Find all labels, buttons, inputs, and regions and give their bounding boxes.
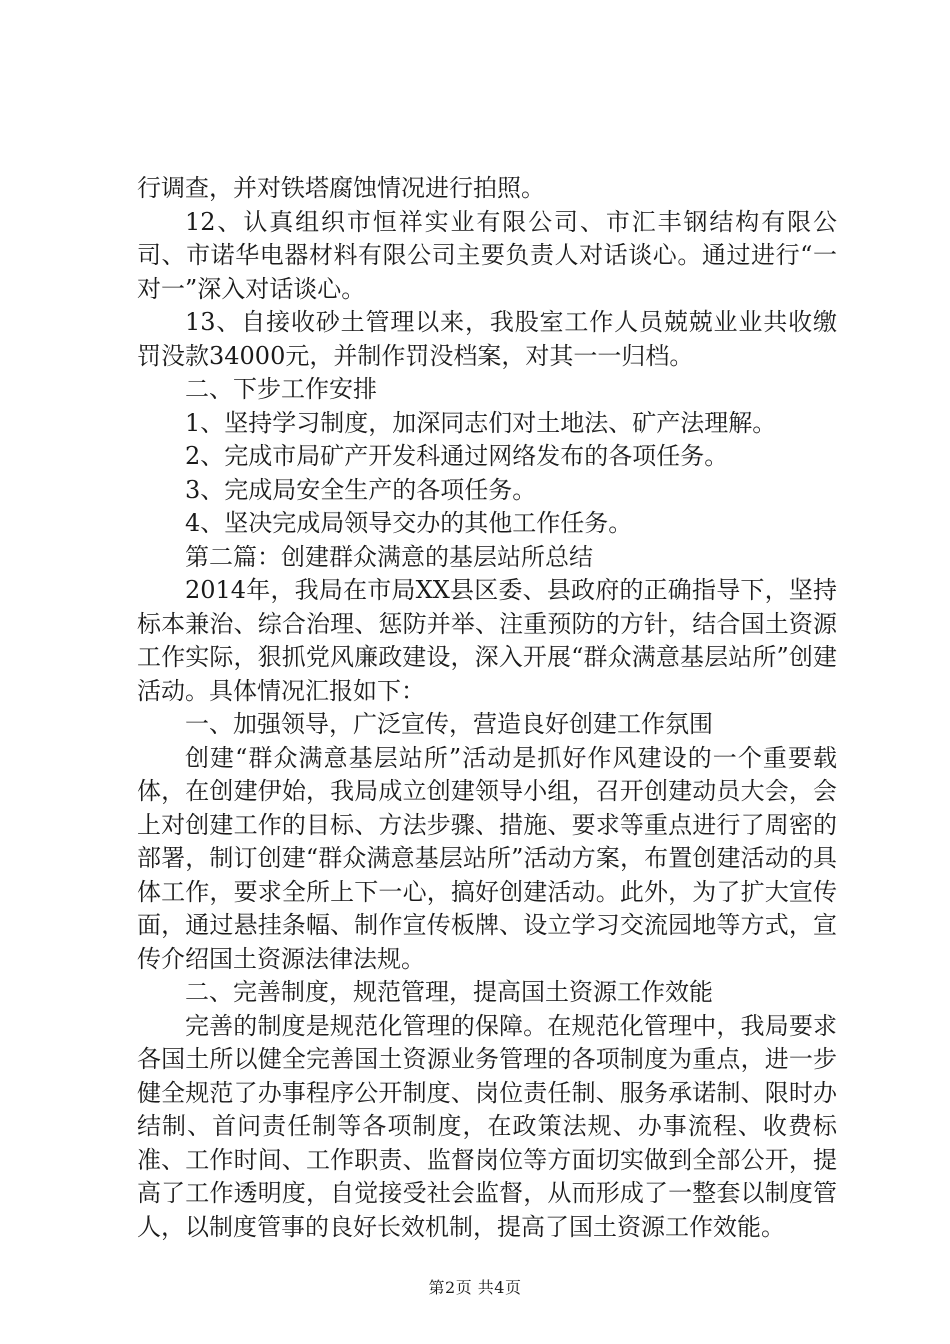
paragraph: 12、认真组织市恒祥实业有限公司、市汇丰钢结构有限公司、市诺华电器材料有限公司主要负责人对话谈心。通过进行“一对一”深入对话谈心。 [137, 207, 837, 303]
section-heading: 二、完善制度，规范管理，提高国土资源工作效能 [185, 978, 713, 1006]
list-item: 1、坚持学习制度，加深同志们对土地法、矿产法理解。 [185, 408, 777, 437]
list-item: 3、完成局安全生产的各项任务。 [185, 475, 537, 504]
section-heading: 一、加强领导，广泛宣传，营造良好创建工作氛围 [185, 710, 713, 738]
paragraph: 完善的制度是规范化管理的保障。在规范化管理中，我局要求各国土所以健全完善国土资源业务管理的各项制度为重点，进一步健全规范了办事程序公开制度、岗位责任制、服务承诺制、限时办结制、首问责任制等各项制度，在政策法规、办事流程、收费标准、工作时间、工作职责、监督岗位等方面切实做到全部公开，提高了工作透明度，自觉接受社会监督，从而形成了一整套以制度管人，以制度管事的良好长效机制，提高了国土资源工作效能。 [137, 1011, 837, 1241]
paragraph: 13、自接收砂土管理以来，我股室工作人员兢兢业业共收缴罚没款34000元，并制作罚没档案，对其一一归档。 [137, 308, 837, 370]
article-title: 第二篇：创建群众满意的基层站所总结 [185, 542, 593, 571]
paragraph: 创建“群众满意基层站所”活动是抓好作风建设的一个重要载体，在创建伊始，我局成立创建领导小组，召开创建动员大会，会上对创建工作的目标、方法步骤、措施、要求等重点进行了周密的部署，制订创建“群众满意基层站所”活动方案，布置创建活动的具体工作，要求全所上下一心，搞好创建活动。此外，为了扩大宣传面，通过悬挂条幅、制作宣传板牌、设立学习交流园地等方式，宣传介绍国土资源法律法规。 [137, 743, 837, 973]
list-item: 4、坚决完成局领导交办的其他工作任务。 [185, 509, 633, 537]
section-heading: 二、下步工作安排 [185, 375, 377, 403]
document-body [137, 172, 837, 1244]
paragraph: 2014年，我局在市局XX县区委、县政府的正确指导下，坚持标本兼治、综合治理、惩防并举、注重预防的方针，结合国土资源工作实际，狠抓党风廉政建设，深入开展“群众满意基层站所”创建活动。具体情况汇报如下： [137, 576, 837, 705]
page-number-footer: 第2页 共4页 [428, 1278, 522, 1297]
paragraph: 行调查，并对铁塔腐蚀情况进行拍照。 [137, 174, 545, 202]
list-item: 2、完成市局矿产开发科通过网络发布的各项任务。 [185, 442, 729, 470]
